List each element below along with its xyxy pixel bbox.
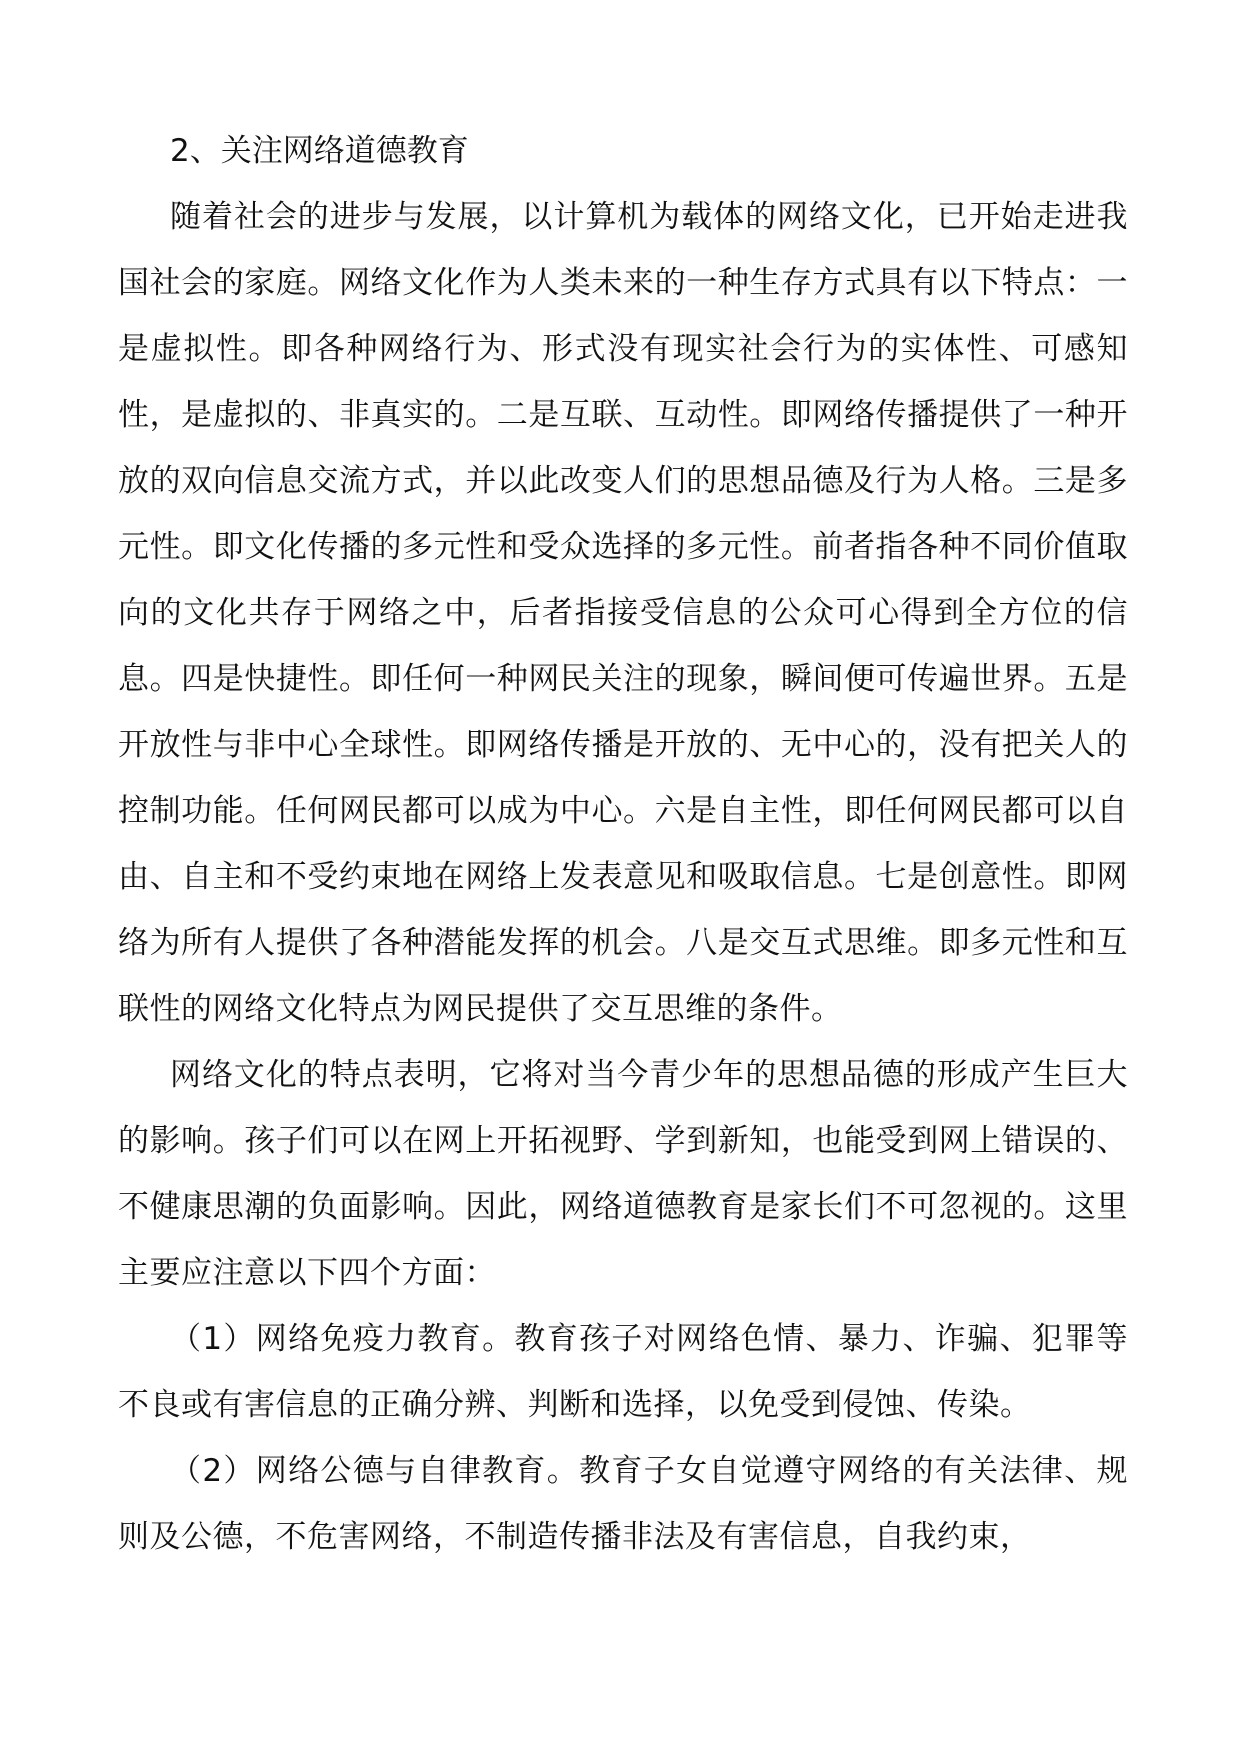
document-page: [118, 118, 1128, 1738]
paragraph-network-culture: 随着社会的进步与发展，以计算机为载体的网络文化，已开始走进我国社会的家庭。网络文化作为人类未来的一种生存方式具有以下特点：一是虚拟性。即各种网络行为、形式没有现实社会行为的实体性、可感知性，是虚拟的、非真实的。二是互联、互动性。即网络传播提供了一种开放的双向信息交流方式，并以此改变人们的思想品德及行为人格。三是多元性。即文化传播的多元性和受众选择的多元性。前者指各种不同价值取向的文化共存于网络之中，后者指接受信息的公众可心得到全方位的信息。四是快捷性。即任何一种网民关注的现象，瞬间便可传遍世界。五是开放性与非中心全球性。即网络传播是开放的、无中心的，没有把关人的控制功能。任何网民都可以成为中心。六是自主性，即任何网民都可以自由、自主和不受约束地在网络上发表意见和吸取信息。七是创意性。即网络为所有人提供了各种潜能发挥的机会。八是交互式思维。即多元性和互联性的网络文化特点为网民提供了交互思维的条件。: [118, 199, 1128, 1027]
paragraph-impact: 网络文化的特点表明，它将对当今青少年的思想品德的形成产生巨大的影响。孩子们可以在网上开拓视野、学到新知，也能受到网上错误的、不健康思潮的负面影响。因此，网络道德教育是家长们不可忽视的。这里主要应注意以下四个方面：: [118, 1057, 1128, 1291]
section-heading: 2、关注网络道德教育: [170, 133, 469, 169]
paragraph-ethics-education: （2）网络公德与自律教育。教育子女自觉遵守网络的有关法律、规则及公德，不危害网络，不制造传播非法及有害信息，自我约束，: [118, 1453, 1128, 1555]
paragraph-immunity-education: （1）网络免疫力教育。教育孩子对网络色情、暴力、诈骗、犯罪等不良或有害信息的正确分辨、判断和选择，以免受到侵蚀、传染。: [118, 1321, 1128, 1423]
